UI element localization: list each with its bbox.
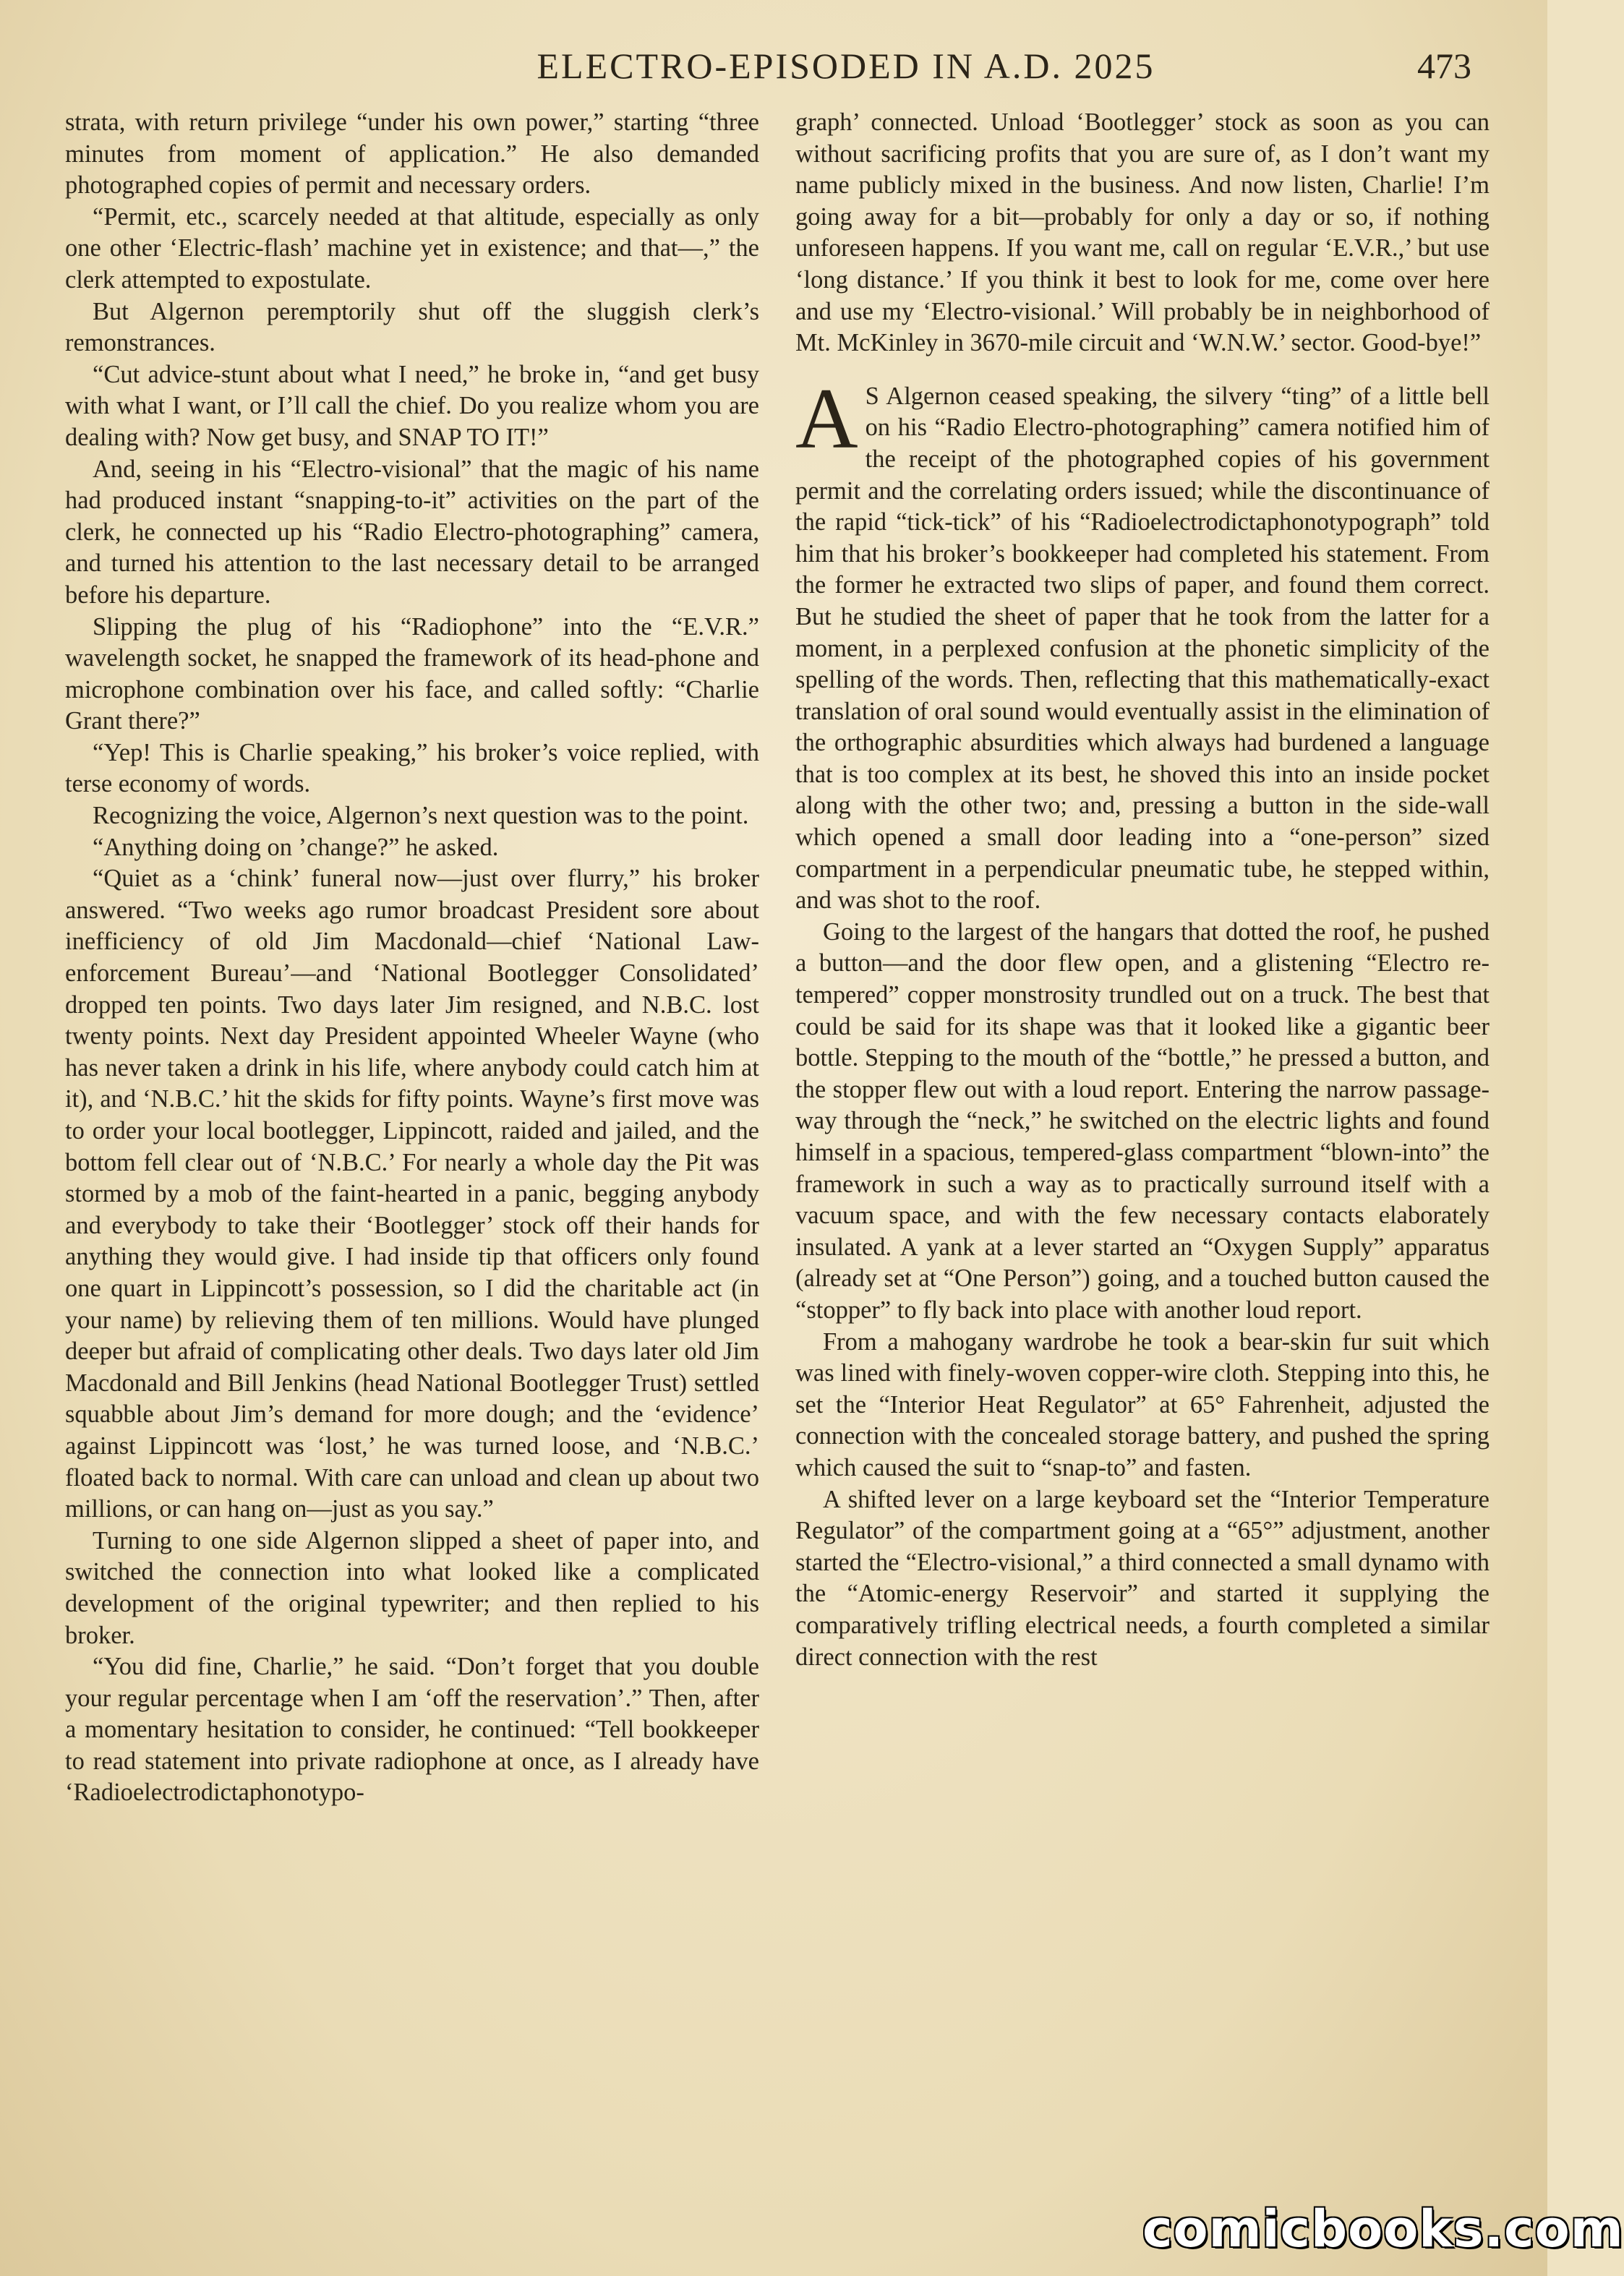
paragraph: “Anything doing on ’change?” he asked. [93, 833, 499, 861]
paragraph: From a mahogany wardrobe he took a bear-skin fur suit which was lined with finely-woven copper-wire cloth. Stepping into this, he set the “Interior Heat Regulator” at 65° Fahrenheit, adjusted the connection with the concealed storage battery, and pushed the spring which caused the suit to “snap-to” and fasten. [795, 1327, 1490, 1481]
right-column [795, 107, 1490, 1673]
paragraph: “Quiet as a ‘chink’ funeral now—just over flurry,” his broker answered. “Two weeks ago rumor broadcast President sore about inefficiency of old Jim Macdonald—chief ‘National Law-enforcement Bureau’—and ‘National Bootlegger Consolidated’ dropped ten points. Two days later Jim resigned, and N.B.C. lost twenty points. Next day President appointed Wheeler Wayne (who has never taken a drink in his life, where anybody could catch him at it), and ‘N.B.C.’ hit the skids for fifty points. Wayne’s first move was to order your local bootlegger, Lippincott, raided and jailed, and the bottom fell clear out of ‘N.B.C.’ For nearly a whole day the Pit was stormed by a mob of the faint-hearted in a panic, begging anybody and everybody to take their ‘Bootlegger’ stock off their hands for anything they would give. I had inside tip that officers only found one quart in Lippincott’s possession, so I did the charitable act (in your name) by relieving them of ten millions. Would have plunged deeper but afraid of complicating other deals. Two days later old Jim Macdonald and Bill Jenkins (head National Bootlegger Trust) settled squabble about Jim’s demand for more dough; and the ‘evidence’ against Lippincott was ‘lost,’ he was turned loose, and ‘N.B.C.’ floated back to normal. With care can unload and clean up about two millions, or can hang on—just as you say.” [65, 865, 759, 1523]
drop-cap: A [795, 369, 858, 466]
paragraph: Slipping the plug of his “Radiophone” into the “E.V.R.” wavelength socket, he snapped the framework of its head-phone and microphone combination over his face, and called softly: “Charlie Grant there?” [65, 612, 759, 735]
dropcap-paragraph [795, 369, 1490, 917]
site-watermark: comicbooks.com [1142, 2199, 1624, 2259]
dropcap-paragraph-text: S Algernon ceased speaking, the silvery “ting” of a little bell on his “Radio Electro-photographing” camera notified him of the receipt of the photographed copies of his government permit and the correlating orders issued; while the discontinuance of the rapid “tick-tick” of his “Radioelectrodictaphonotypograph” told him that his broker’s bookkeeper had completed his statement. From the former he extracted two slips of paper, and found them correct. But he studied the sheet of paper that he took from the latter for a moment, in a perplexed confusion at the phonetic simplicity of the spelling of the words. Then, reflecting that this mathematically-exact translation of oral sound would eventually assist in the elimination of the orthographic absurdities which always had burdened a language that is too complex at its best, he shoved this into an inside pocket along with the other two; and, pressing a button in the side-wall which opened a small door leading into a “one-person” sized compartment in a perpendicular pneumatic tube, he stepped within, and was shot to the roof. [795, 382, 1490, 915]
page-number: 473 [1417, 46, 1471, 86]
left-column [65, 107, 759, 1809]
running-header: ELECTRO-EPISODED IN A.D. 2025 [537, 46, 1155, 86]
paragraph: graph’ connected. Unload ‘Bootlegger’ stock as soon as you can without sacrificing profits that you are sure of, as I don’t want my name publicly mixed in the business. And now listen, Charlie! I’m going away for a bit—probably for only a day or so, if nothing unforeseen happens. If you want me, call on regular ‘E.V.R.,’ but use ‘long distance.’ If you think it best to look for me, come over here and use my ‘Electro-visional.’ Will probably be in neighborhood of Mt. McKinley in 3670-mile circuit and ‘W.N.W.’ sector. Good-bye!” [795, 108, 1490, 357]
paragraph: strata, with return privilege “under his own power,” starting “three minutes from moment of application.” He also demanded photographed copies of permit and necessary orders. [65, 108, 759, 200]
paragraph: Turning to one side Algernon slipped a sheet of paper into, and switched the connection into what looked like a complicated development of the original typewriter; and then replied to his broker. [65, 1526, 759, 1649]
paragraph: But Algernon peremptorily shut off the sluggish clerk’s remonstrances. [65, 297, 759, 357]
paragraph: “Permit, etc., scarcely needed at that altitude, especially as only one other ‘Electric-flash’ machine yet in existence; and that—,” the clerk attempted to expostulate. [65, 202, 759, 294]
paragraph: “Cut advice-stunt about what I need,” he broke in, “and get busy with what I want, or I’ll call the chief. Do you realize whom you are dealing with? Now get busy, and SNAP TO IT!” [65, 360, 759, 451]
paragraph: Going to the largest of the hangars that dotted the roof, he pushed a button—and the door flew open, and a glistening “Electro re-tempered” copper monstrosity trundled out on a truck. The best that could be said for its shape was that it looked like a gigantic beer bottle. Stepping to the mouth of the “bottle,” he pressed a button, and the stopper flew out with a loud report. Entering the narrow passage-way through the “neck,” he switched on the electric lights and found himself in a spacious, tempered-glass compartment “blown-into” the framework in such a way as to practically surround itself with a vacuum space, and with the few necessary contacts elaborately insulated. A yank at a lever started an “Oxygen Supply” apparatus (already set at “One Person”) going, and a touched button caused the “stopper” to fly back into place with another loud report. [795, 917, 1490, 1324]
section-break [795, 359, 1490, 381]
paragraph: Recognizing the voice, Algernon’s next question was to the point. [93, 802, 749, 830]
paragraph: “Yep! This is Charlie speaking,” his broker’s voice replied, with terse economy of words. [65, 738, 759, 798]
paragraph: And, seeing in his “Electro-visional” that the magic of his name had produced instant “snapping-to-it” activities on the part of the clerk, he connected up his “Radio Electro-photographing” camera, and turned his attention to the last necessary detail to be arranged before his departure. [65, 455, 759, 609]
paragraph: “You did fine, Charlie,” he said. “Don’t forget that you double your regular percentage when I am ‘off the reservation’.” Then, after a momentary hesitation to consider, he continued: “Tell bookkeeper to read statement into private radiophone at once, as I already have ‘Radioelectrodictaphonotypo- [65, 1653, 759, 1807]
paragraph: A shifted lever on a large keyboard set the “Interior Temperature Regulator” of the compartment going at a “65°” adjustment, another started the “Electro-visional,” a third connected a small dynamo with the “Atomic-energy Reservoir” and started it supplying the comparatively trifling electrical needs, a fourth completed a similar direct connection with the rest [795, 1485, 1490, 1671]
